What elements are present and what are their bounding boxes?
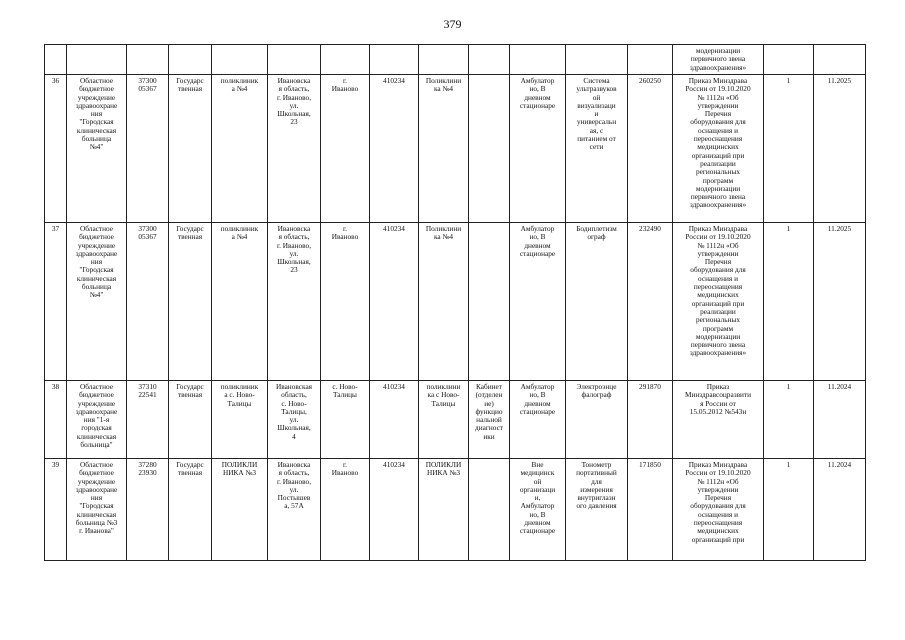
cell-address	[268, 45, 321, 75]
cell-equipment-name	[566, 459, 628, 561]
address-text: Ивановска я область, г. Иваново, ул. Школьная, 23	[276, 224, 312, 275]
ownership-form-text: Государс твенная	[176, 224, 204, 242]
cell-address	[268, 381, 321, 459]
cell-organization-code	[127, 459, 169, 561]
legal-basis-text: Приказ Минздравсоцразвити я России от 15.05.2012 №543н	[684, 382, 752, 416]
cell-department	[419, 45, 469, 75]
equipment-name-text: Бодиплетизм ограф	[576, 224, 617, 242]
ownership-form-text: Государс твенная	[176, 76, 204, 94]
subdivision-text: ПОЛИКЛИ НИКА №3	[221, 460, 258, 478]
equipment-name-text: Электроэнце фалограф	[576, 382, 617, 400]
cell-equipment-code	[628, 381, 673, 459]
cell-ownership-form	[169, 223, 212, 381]
organization-code-text: 37300 05367	[138, 224, 157, 242]
cell-subdivision	[212, 45, 268, 75]
cell-legal-basis	[673, 45, 764, 75]
care-conditions-text: Вне медицинск ой организаци и, Амбулатор но, В дневном стационаре	[519, 460, 556, 536]
cell-ownership-form	[169, 45, 212, 75]
cell-quantity	[764, 223, 814, 381]
department-text: Поликлини ка №4	[425, 76, 462, 94]
equipment-code-text: 291870	[639, 382, 661, 391]
address-text: Ивановская область, с. Ново- Талицы, ул. Школьная, 4	[275, 382, 313, 441]
cell-equipment-name	[566, 223, 628, 381]
cell-postal-code	[370, 459, 419, 561]
organization-name-text: Областное бюджетное учреждение здравоохране ния "Городская клиническая больница №4"	[75, 76, 118, 152]
due-date-text: 11.2025	[827, 224, 852, 233]
cell-due-date	[814, 459, 866, 561]
cell-locality	[321, 75, 370, 223]
locality-text: г. Иваново	[331, 460, 359, 478]
table-row	[45, 45, 866, 75]
organization-name-text: Областное бюджетное учреждение здравоохране ния "Городская клиническая больница №3 г. Иванова"	[75, 460, 118, 536]
locality-text: г. Иваново	[331, 224, 359, 242]
cell-subdivision	[212, 223, 268, 381]
cell-legal-basis	[673, 381, 764, 459]
organization-name-text: Областное бюджетное учреждение здравоохране ния "1-я городская клиническая больница"	[75, 382, 118, 450]
cell-address	[268, 223, 321, 381]
table-row	[45, 459, 866, 561]
cell-cabinet	[469, 381, 510, 459]
cell-address	[268, 459, 321, 561]
cell-organization-name	[67, 223, 127, 381]
quantity-text: 1	[786, 224, 791, 233]
cell-organization-name	[67, 381, 127, 459]
organization-name-text: Областное бюджетное учреждение здравоохране ния "Городская клиническая больница №4"	[75, 224, 118, 300]
cell-legal-basis	[673, 75, 764, 223]
cell-quantity	[764, 45, 814, 75]
row-number-text: 36	[51, 76, 60, 85]
cell-postal-code	[370, 223, 419, 381]
row-number-text: 39	[51, 460, 60, 469]
legal-basis-text: Приказ Минздрава России от 19.10.2020 № 1112н «Об утверждении Перечня оборудования для оснащения и переоснащения медицинских организаций при	[685, 460, 751, 544]
cell-due-date	[814, 223, 866, 381]
due-date-text: 11.2024	[827, 382, 852, 391]
cell-locality	[321, 223, 370, 381]
cell-department	[419, 75, 469, 223]
cell-postal-code	[370, 75, 419, 223]
cell-equipment-code	[628, 45, 673, 75]
cell-subdivision	[212, 459, 268, 561]
locality-text: с. Ново- Талицы	[332, 382, 358, 400]
cell-cabinet	[469, 459, 510, 561]
care-conditions-text: Амбулатор но, В дневном стационаре	[519, 76, 556, 110]
equipment-name-text: Система ультразвуков ой визуализаци и универсальн ая, с питанием от сети	[576, 76, 617, 152]
cell-row-number	[45, 223, 67, 381]
cell-organization-code	[127, 223, 169, 381]
cell-care-conditions	[510, 381, 566, 459]
cell-care-conditions	[510, 45, 566, 75]
cell-quantity	[764, 459, 814, 561]
cell-department	[419, 381, 469, 459]
subdivision-text: поликлиник а №4	[220, 224, 259, 242]
cell-subdivision	[212, 381, 268, 459]
organization-code-text: 37310 22541	[138, 382, 157, 400]
department-text: ПОЛИКЛИ НИКА №3	[425, 460, 462, 478]
postal-code-text: 410234	[383, 460, 405, 469]
quantity-text: 1	[786, 76, 791, 85]
cell-organization-name	[67, 459, 127, 561]
cell-equipment-code	[628, 459, 673, 561]
cell-cabinet	[469, 75, 510, 223]
cell-organization-code	[127, 381, 169, 459]
cell-locality	[321, 45, 370, 75]
cell-legal-basis	[673, 223, 764, 381]
equipment-name-text: Тонометр портативный для измерения внутриглазн ого давления	[576, 460, 617, 511]
cell-postal-code	[370, 45, 419, 75]
cell-equipment-code	[628, 75, 673, 223]
cell-cabinet	[469, 223, 510, 381]
row-number-text: 38	[51, 382, 60, 391]
equipment-register-table	[44, 44, 866, 561]
cell-organization-code	[127, 45, 169, 75]
equipment-code-text: 232490	[639, 224, 661, 233]
subdivision-text: поликлиник а №4	[220, 76, 259, 94]
cell-department	[419, 459, 469, 561]
cell-care-conditions	[510, 75, 566, 223]
postal-code-text: 410234	[383, 76, 405, 85]
cell-cabinet	[469, 45, 510, 75]
cell-locality	[321, 459, 370, 561]
page-number: 379	[443, 17, 462, 31]
quantity-text: 1	[786, 460, 791, 469]
due-date-text: 11.2024	[827, 460, 852, 469]
cell-ownership-form	[169, 381, 212, 459]
cell-department	[419, 223, 469, 381]
cabinet-text: Кабинет (отделен ие) функцио нальной диагност ики	[474, 382, 503, 441]
cell-equipment-name	[566, 381, 628, 459]
cell-quantity	[764, 75, 814, 223]
cell-due-date	[814, 45, 866, 75]
organization-code-text: 37300 05367	[138, 76, 157, 94]
department-text: поликлини ка с Ново- Талицы	[426, 382, 461, 408]
cell-care-conditions	[510, 223, 566, 381]
cell-care-conditions	[510, 459, 566, 561]
postal-code-text: 410234	[383, 224, 405, 233]
quantity-text: 1	[786, 382, 791, 391]
cell-due-date	[814, 75, 866, 223]
legal-basis-text: Приказ Минздрава России от 19.10.2020 № 1112н «Об утверждении Перечня оборудования для оснащения и переоснащения медицинских организаций при реализации региональных программ модернизации первичного звена здравоохранения»	[685, 76, 751, 210]
legal-basis-text: модернизации первичного звена здравоохранения»	[689, 46, 747, 72]
table-row	[45, 223, 866, 381]
cell-equipment-name	[566, 45, 628, 75]
row-number-text: 37	[51, 224, 60, 233]
cell-ownership-form	[169, 75, 212, 223]
cell-ownership-form	[169, 459, 212, 561]
equipment-code-text: 171850	[639, 460, 661, 469]
cell-row-number	[45, 75, 67, 223]
table-row	[45, 75, 866, 223]
ownership-form-text: Государс твенная	[176, 382, 204, 400]
postal-code-text: 410234	[383, 382, 405, 391]
cell-organization-name	[67, 75, 127, 223]
equipment-code-text: 260250	[639, 76, 661, 85]
cell-row-number	[45, 459, 67, 561]
cell-legal-basis	[673, 459, 764, 561]
due-date-text: 11.2025	[827, 76, 852, 85]
cell-row-number	[45, 381, 67, 459]
cell-organization-code	[127, 75, 169, 223]
address-text: Ивановска я область, г. Иваново, ул. Школьная, 23	[276, 76, 312, 127]
cell-organization-name	[67, 45, 127, 75]
table-row	[45, 381, 866, 459]
care-conditions-text: Амбулатор но, В дневном стационаре	[519, 382, 556, 416]
address-text: Ивановска я область, г. Иваново, ул. Постышев а, 57А	[276, 460, 312, 511]
cell-equipment-name	[566, 75, 628, 223]
cell-equipment-code	[628, 223, 673, 381]
department-text: Поликлини ка №4	[425, 224, 462, 242]
locality-text: г. Иваново	[331, 76, 359, 94]
cell-postal-code	[370, 381, 419, 459]
cell-subdivision	[212, 75, 268, 223]
cell-quantity	[764, 381, 814, 459]
care-conditions-text: Амбулатор но, В дневном стационаре	[519, 224, 556, 258]
cell-due-date	[814, 381, 866, 459]
legal-basis-text: Приказ Минздрава России от 19.10.2020 № 1112н «Об утверждении Перечня оборудования для оснащения и переоснащения медицинских организаций при реализации региональных программ модернизации первичного звена здравоохранения»	[685, 224, 751, 358]
cell-locality	[321, 381, 370, 459]
ownership-form-text: Государс твенная	[176, 460, 204, 478]
cell-row-number	[45, 45, 67, 75]
organization-code-text: 37280 23930	[138, 460, 157, 478]
subdivision-text: поликлиник а с. Ново- Талицы	[220, 382, 259, 408]
cell-address	[268, 75, 321, 223]
